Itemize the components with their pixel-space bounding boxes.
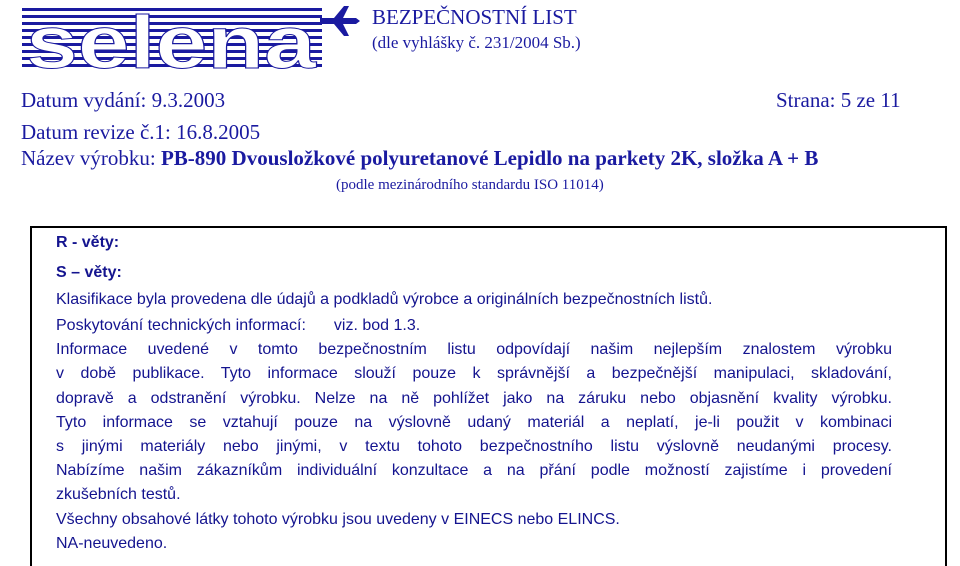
paragraph-line: NA-neuvedeno. (56, 535, 168, 552)
tech-info-line (56, 317, 420, 335)
airplane-icon (320, 6, 360, 36)
tech-info-ref: viz. bod 1.3. (333, 317, 421, 334)
paragraph-line: Nabízíme našim zákazníkům individuální konzultace a na přání podle možností zajistíme i provedení (56, 462, 892, 479)
logo-wordmark: selena (26, 2, 318, 74)
product-line (21, 146, 818, 171)
paragraph-line: s jinými materiály nebo jinými, v textu tohoto bezpečnostního listu výslovně neudanými procesy. (56, 438, 892, 455)
paragraph-line: v době publikace. Tyto informace slouží pouze k správnější a bezpečnější manipulaci, skladování, (56, 365, 892, 382)
paragraph-line: Všechny obsahové látky tohoto výrobku jsou uvedeny v EINECS nebo ELINCS. (56, 511, 620, 528)
product-name: PB-890 Dvousložkové polyuretanové Lepidlo na parkety 2K, složka A + B (160, 146, 819, 170)
r-phrases-label: R - věty: (56, 234, 120, 251)
product-label: Název výrobku: (21, 146, 161, 170)
selena-logo (22, 2, 362, 74)
paragraph-line: Informace uvedené v tomto bezpečnostním listu odpovídají našim nejlepším znalostem výrobku (56, 341, 892, 358)
page-number: Strana: 5 ze 11 (776, 88, 901, 112)
document-subtitle: (dle vyhlášky č. 231/2004 Sb.) (372, 33, 581, 52)
revision-date: Datum revize č.1: 16.8.2005 (21, 120, 261, 144)
tech-info-label: Poskytování technických informací: (56, 317, 306, 334)
classification-text: Klasifikace byla provedena dle údajů a podkladů výrobce a originálních bezpečnostních listů. (56, 291, 713, 308)
paragraph-line: zkušebních testů. (56, 486, 181, 503)
document-title: BEZPEČNOSTNÍ LIST (372, 5, 577, 29)
standard-note: (podle mezinárodního standardu ISO 11014) (336, 177, 604, 193)
paragraph-line: dopravě a odstranění výrobku. Nelze na ně pohlížet jako na záruku nebo objasnění kvality výrobku. (56, 390, 892, 407)
s-phrases-label: S – věty: (56, 264, 122, 281)
paragraph-line: Tyto informace se vztahují pouze na výslovně udaný materiál a neplatí, je-li použit v kombinaci (56, 414, 892, 431)
issue-date: Datum vydání: 9.3.2003 (21, 88, 226, 112)
